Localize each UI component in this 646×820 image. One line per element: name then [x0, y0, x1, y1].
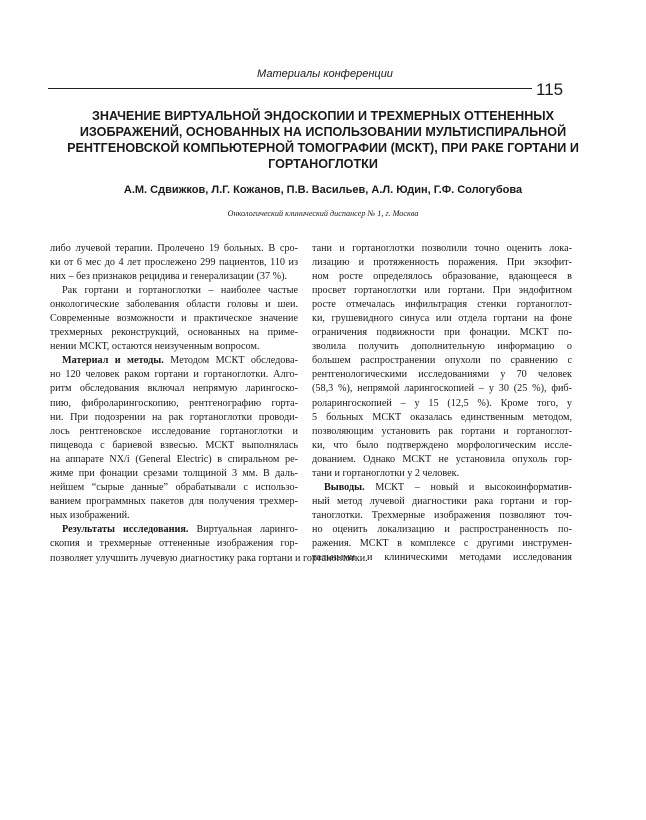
text-line: 5 больных МСКТ оказалась единственным методом,: [312, 411, 572, 423]
section-heading: Результаты исследования.: [62, 523, 189, 535]
text-line: просвет гортаноглотки или гортани. При эндофитном: [312, 285, 572, 297]
text-line: таноглотки. Трехмерные изображения позволяют точ-: [312, 509, 572, 521]
text-line: ки от 6 мес до 4 лет прослежено 299 пациентов, 110 из: [50, 257, 298, 269]
title-line: ИЗОБРАЖЕНИЙ, ОСНОВАННЫХ НА ИСПОЛЬЗОВАНИИ МУЛЬТИСПИРАЛЬНОЙ: [79, 125, 567, 139]
text-line: ных изображений.: [50, 509, 130, 521]
title-line: ЗНАЧЕНИЕ ВИРТУАЛЬНОЙ ЭНДОСКОПИИ И ТРЕХМЕРНЫХ ОТТЕНЕННЫХ: [91, 109, 555, 123]
paragraph: [50, 523, 298, 551]
text-line: но оценить локализацию и распространенность по-: [312, 523, 572, 535]
text-run: МСКТ – новый и высокоинформатив-: [364, 481, 572, 493]
text-line: но 120 человек раком гортани и гортаноглотки. Алго-: [50, 369, 298, 381]
article-title: [60, 108, 586, 172]
text-line: тани и гортаноглотки у 2 человек.: [312, 467, 460, 479]
text-line: (58,3 %), непрямой ларингоскопией – у 30 (25 %), фиб-: [312, 383, 572, 395]
text-line: них – без признаков рецидива и генерализации (37 %).: [50, 271, 288, 283]
text-line: [50, 523, 298, 537]
paragraph: [50, 242, 298, 284]
paragraph: [50, 354, 298, 523]
text-line: тани и гортаноглотки позволили точно оценить лока-: [312, 243, 572, 254]
header-rule: [48, 88, 532, 89]
text-line: Современные возможности и практическое значение: [50, 313, 298, 325]
text-line: ки, грушевидного синуса или отдела гортани на фоне: [312, 313, 572, 325]
title-line: РЕНТГЕНОВСКОЙ КОМПЬЮТЕРНОЙ ТОМОГРАФИИ (МСКТ), ПРИ РАКЕ ГОРТАНИ И: [67, 141, 579, 155]
text-line: пищевода с бариевой взвесью. МСКТ выполнялась: [50, 439, 298, 451]
text-run: Виртуальная ларинго-: [188, 523, 298, 535]
text-line: ражения. МСКТ в комплексе с другими инструмен-: [312, 537, 572, 549]
text-line: пию, фиброларингоскопию, рентгенографию горта-: [50, 397, 298, 409]
left-column: [50, 242, 298, 551]
text-line: жиме при фонации срезами толщиной 3 мм. В даль-: [50, 467, 298, 479]
text-line: рентгенологическими исследованиями у 70 человек: [312, 369, 572, 381]
text-line: роларингоскопией – у 15 (12,5 %). Кроме того, у: [312, 397, 572, 409]
paragraph: [50, 284, 298, 354]
text-line: ный метод лучевой диагностики рака гортани и гор-: [312, 495, 572, 507]
final-line: позволяет улучшить лучевую диагностику рака гортани и гортаноглотки.: [50, 553, 368, 564]
section-heading: Выводы.: [324, 481, 365, 493]
text-line: зволила получить дополнительную информацию о: [312, 341, 572, 353]
text-line: тальными и клиническими методами исследования: [312, 552, 572, 564]
text-line: ванием программных пакетов для получения трехмер-: [50, 495, 298, 507]
text-line: росте отмечалась инфильтрация стенки гортаноглот-: [312, 299, 572, 311]
title-line: ГОРТАНОГЛОТКИ: [268, 157, 378, 171]
text-line: ритм обследования включал непрямую ларингоско-: [50, 383, 298, 395]
text-line: позволяющим установить рак гортани и гортаноглот-: [312, 425, 572, 437]
affiliation: Онкологический клинический диспансер № 1, г. Москва: [227, 209, 419, 218]
text-line: Рак гортани и гортаноглотки – наиболее частые: [62, 285, 298, 297]
text-line: дованием. Однако МСКТ не установила опухоль гор-: [312, 453, 572, 465]
text-line: большем распространении опухоли по сравнению с: [312, 355, 572, 367]
page-number: 115: [536, 80, 564, 99]
text-line: либо лучевой терапии. Пролечено 19 больных. В сро-: [50, 243, 298, 254]
text-line: нении МСКТ, остаются неизученным вопросом.: [50, 341, 260, 353]
text-line: [312, 481, 572, 495]
text-line: [50, 354, 298, 368]
text-line: скопия и трехмерные оттененные изображения гор-: [50, 537, 298, 549]
text-line: ни. При подозрении на рак гортаноглотки проводи-: [50, 411, 298, 423]
text-line: трехмерных реконструкций, основанных на приме-: [50, 327, 298, 339]
text-line: ки, что было подтверждено морфологическим иссле-: [312, 439, 572, 451]
text-line: лось рентгеновское исследование гортаноглотки и: [50, 425, 298, 437]
text-run: Методом МСКТ обследова-: [163, 355, 298, 367]
text-line: лизацию и протяженность поражения. При экзофит-: [312, 257, 572, 269]
section-title: Материалы конференции: [257, 68, 393, 80]
paragraph: [312, 242, 572, 481]
right-column: [312, 242, 572, 565]
text-line: ограничения подвижности при фонации. МСКТ по-: [312, 327, 572, 339]
text-line: нейшем “сырые данные” обрабатывали с использо-: [50, 481, 298, 493]
text-line: ном росте определялось образование, вдающееся в: [312, 271, 572, 283]
section-heading: Материал и методы.: [62, 355, 164, 367]
text-line: на аппарате NX/i (General Electric) в спиральном ре-: [50, 453, 298, 465]
authors: А.М. Сдвижков, Л.Г. Кожанов, П.В. Васильев, А.Л. Юдин, Г.Ф. Сологубова: [123, 184, 523, 196]
text-line: онкологические заболевания области головы и шеи.: [50, 299, 298, 311]
